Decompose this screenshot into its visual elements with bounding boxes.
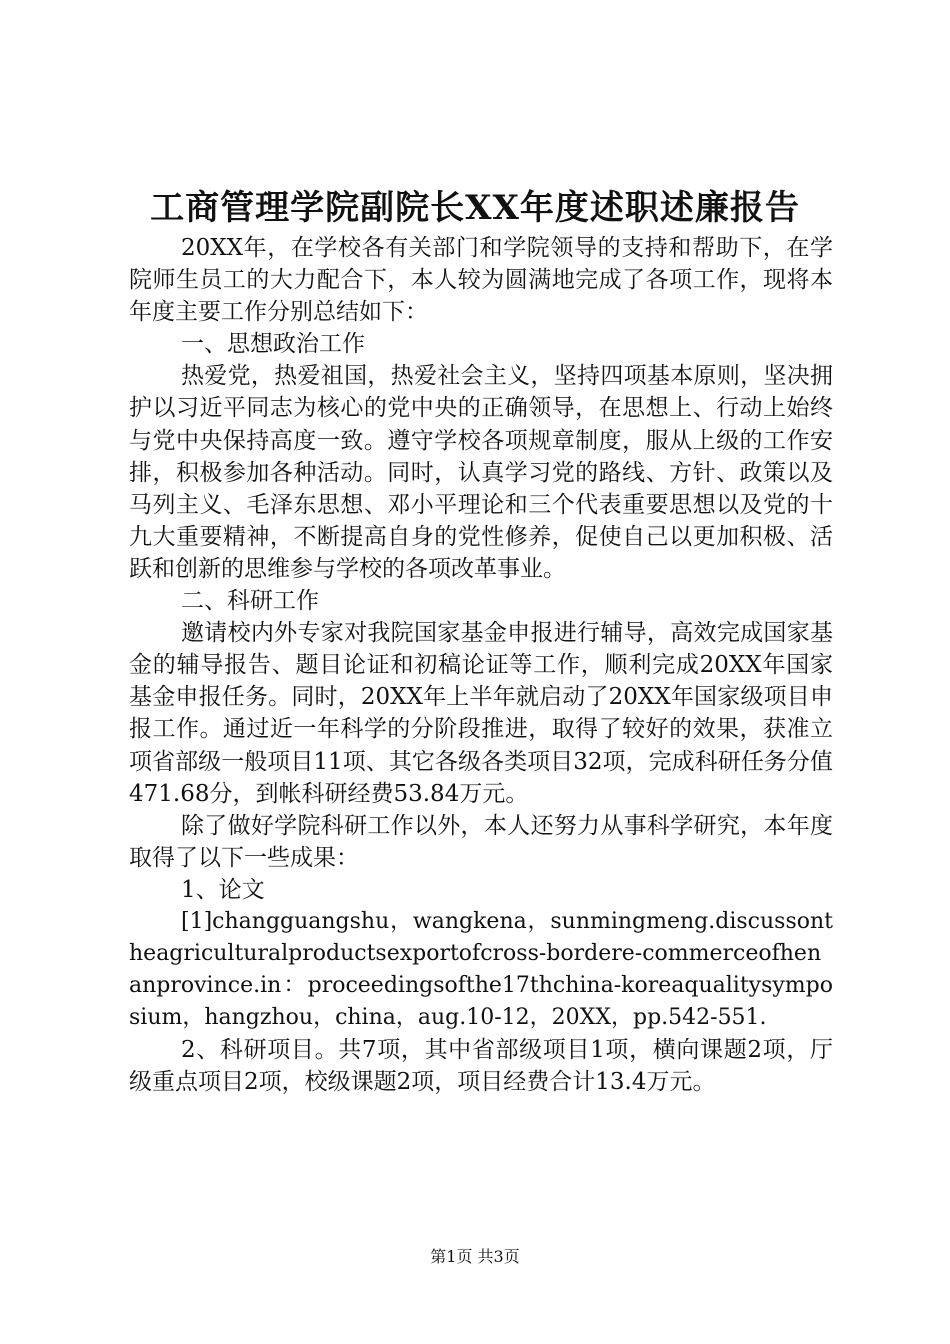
section-heading-research: 二、科研工作 [181, 588, 319, 615]
subsection-heading-papers: 1、论文 [181, 876, 265, 903]
page-footer: 第1页 共3页 [430, 1247, 520, 1266]
political-paragraph: 热爱党，热爱祖国，热爱社会主义，坚持四项基本原则，坚决拥护以习近平同志为核心的党中央的正确领导，在思想上、行动上始终与党中央保持高度一致。遵守学校各项规章制度，服从上级的工作安排，积极参加各种活动。同时，认真学习党的路线、方针、政策以及马列主义、毛泽东思想、邓小平理论和三个代表重要思想以及党的十九大重要精神，不断提高自身的党性修养，促使自己以更加积极、活跃和创新的思维参与学校的各项改革事业。 [129, 363, 833, 582]
document-body [129, 232, 833, 1099]
section-heading-political: 一、思想政治工作 [181, 331, 365, 358]
projects-paragraph: 2、科研项目。共7项，其中省部级项目1项，横向课题2项，厅级重点项目2项，校级课题2项，项目经费合计13.4万元。 [129, 1037, 833, 1096]
intro-paragraph: 20XX年，在学校各有关部门和学院领导的支持和帮助下，在学院师生员工的大力配合下，本人较为圆满地完成了各项工作，现将本年度主要工作分别总结如下： [129, 235, 833, 326]
paper-reference: [1]changguangshu，wangkena，sunmingmeng.discussontheagriculturalproductsexportofcross-bordere-commerceofhenanprovince.in：proceedingsofthe17thchina-koreaqualitysymposium，hangzhou，china，aug.10-12，20XX，pp.542-551. [129, 908, 833, 1031]
achievements-paragraph: 除了做好学院科研工作以外，本人还努力从事科学研究，本年度取得了以下一些成果： [129, 812, 833, 871]
document-title: 工商管理学院副院长XX年度述职述廉报告 [150, 188, 800, 228]
research-paragraph: 邀请校内外专家对我院国家基金申报进行辅导，高效完成国家基金的辅导报告、题目论证和初稿论证等工作，顺利完成20XX年国家基金申报任务。同时，20XX年上半年就启动了20XX年国家级项目申报工作。通过近一年科学的分阶段推进，取得了较好的效果，获准立项省部级一般项目11项、其它各级各类项目32项，完成科研任务分值471.68分，到帐科研经费53.84万元。 [129, 620, 833, 807]
